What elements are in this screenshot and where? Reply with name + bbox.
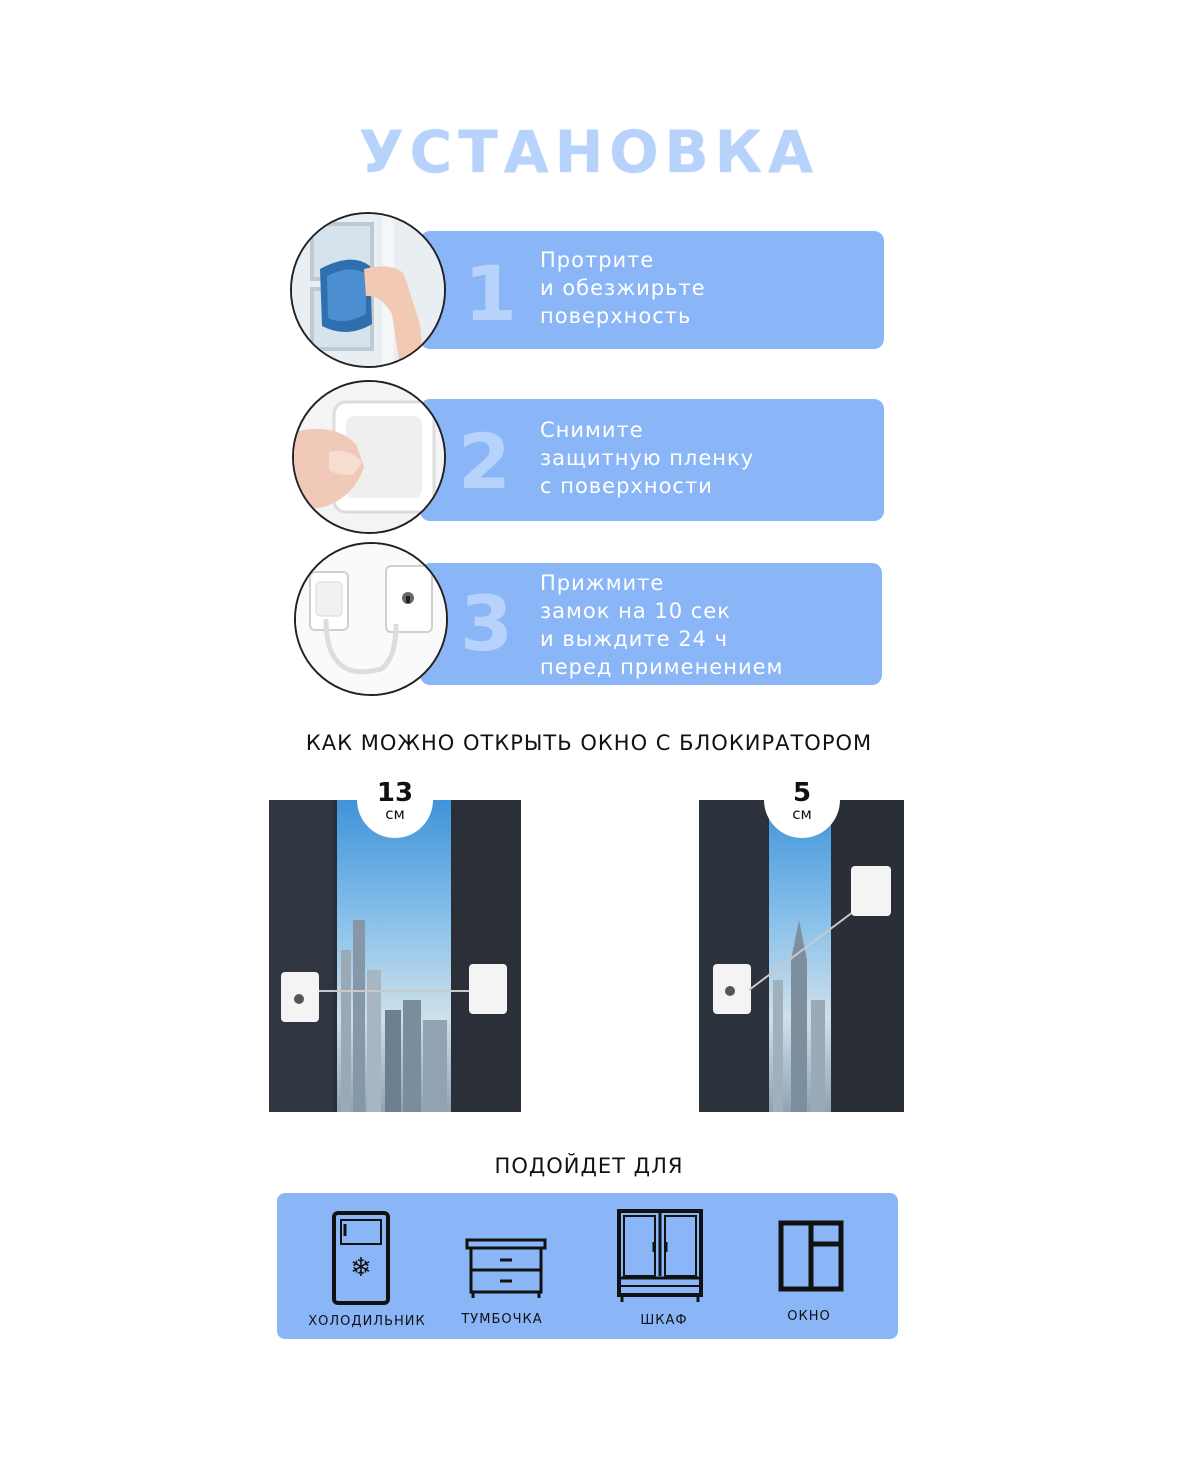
- step-1-text: Протрите и обезжирьте поверхность: [540, 248, 706, 328]
- step-3-text: Прижмите замок на 10 сек и выждите 24 ч перед применением: [540, 571, 784, 679]
- fit-label-fridge: ХОЛОДИЛЬНИК: [308, 1314, 426, 1329]
- fit-label-wardrobe: ШКАФ: [640, 1313, 688, 1328]
- window-photo-5cm: [699, 800, 904, 1112]
- keyhole-icon: [725, 986, 735, 996]
- svg-text:❄: ❄: [350, 1253, 372, 1283]
- fit-heading: ПОДОЙДЕТ ДЛЯ: [494, 1154, 684, 1178]
- city-skyline-illustration: [337, 900, 451, 1112]
- keyhole-icon: [294, 994, 304, 1004]
- open-heading: КАК МОЖНО ОТКРЫТЬ ОКНО С БЛОКИРАТОРОМ: [305, 731, 873, 755]
- opening-width-unit: см: [792, 805, 812, 823]
- step-1-photo: [290, 212, 446, 368]
- step-2-number: 2: [458, 417, 511, 506]
- fridge-icon: [331, 1210, 391, 1306]
- window-icon: [778, 1220, 844, 1292]
- fit-label-nightstand: ТУМБОЧКА: [461, 1312, 543, 1327]
- lock-cable-illustration: [296, 544, 446, 694]
- step-2-photo: [292, 380, 446, 534]
- nightstand-icon: [465, 1238, 547, 1300]
- wardrobe-icon: [616, 1208, 704, 1304]
- film-peel-illustration: [294, 382, 444, 532]
- lock-cable: [319, 990, 479, 992]
- opening-width-value: 5: [792, 778, 812, 808]
- lock-anchor: [851, 866, 891, 916]
- lock-anchor: [469, 964, 507, 1014]
- fit-label-window: ОКНО: [787, 1309, 831, 1324]
- page-title: УСТАНОВКА: [358, 118, 820, 186]
- window-wipe-illustration: [292, 214, 444, 366]
- step-1-number: 1: [464, 249, 517, 338]
- step-3-photo: [294, 542, 448, 696]
- step-2-text: Снимите защитную пленку с поверхности: [540, 418, 755, 498]
- window-photo-13cm: [269, 800, 521, 1112]
- step-3-number: 3: [460, 579, 513, 668]
- opening-width-value: 13: [376, 778, 414, 808]
- opening-width-unit: см: [385, 805, 405, 823]
